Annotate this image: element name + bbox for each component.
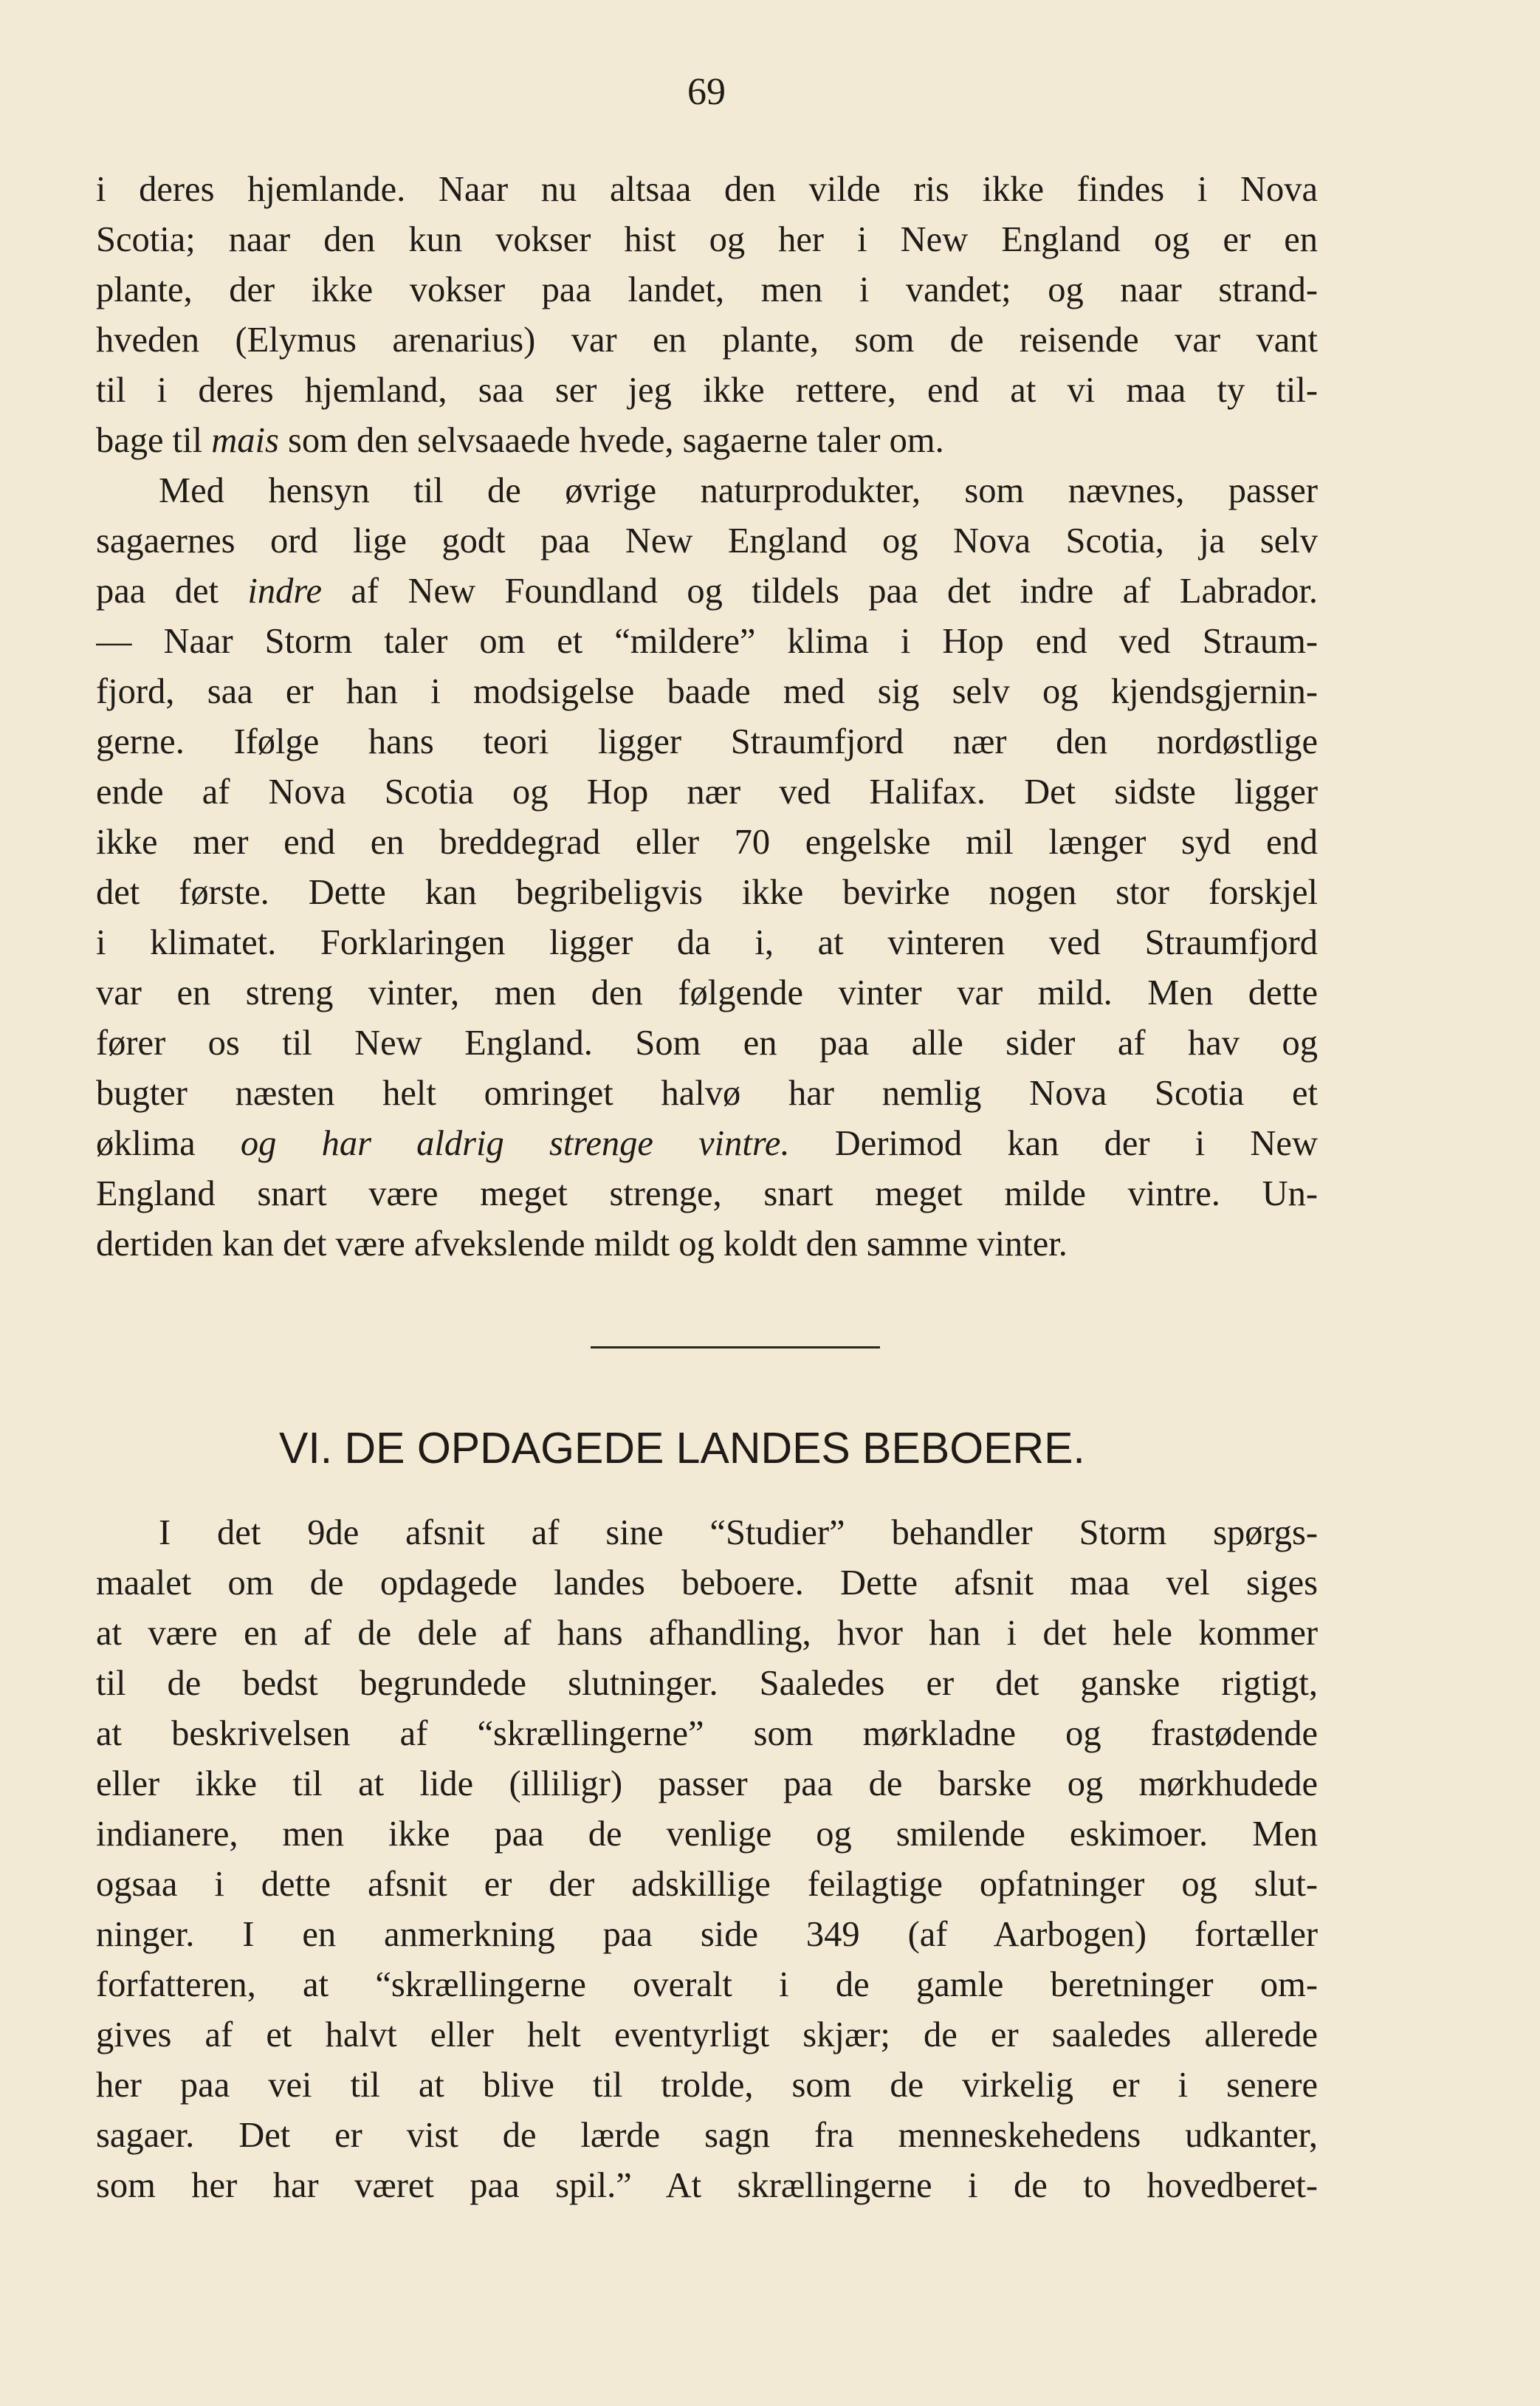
line-segment: af New Foundland og tildels paa det indre af Labrador.: [321, 572, 1318, 611]
text-line: i deres hjemlande. Naar nu altsaa den vilde ris ikke findes i Nova: [96, 170, 1318, 209]
text-line: til i deres hjemland, saa ser jeg ikke rettere, end at vi maa ty til-: [96, 371, 1318, 410]
text-line: eller ikke til at lide (illiligr) passer paa de barske og mørkhudede: [96, 1764, 1318, 1803]
paragraph-2: [96, 466, 1318, 1269]
text-line: ninger. I en anmerkning paa side 349 (af Aarbogen) fortæller: [96, 1915, 1318, 1954]
text-line: gerne. Ifølge hans teori ligger Straumfjord nær den nordøstlige: [96, 722, 1318, 761]
text-line: at beskrivelsen af “skrællingerne” som mørkladne og frastødende: [96, 1714, 1318, 1753]
line-segment: som den selvsaaede hvede, sagaerne taler om.: [278, 421, 944, 460]
text-line: — Naar Storm taler om et “mildere” klima i Hop end ved Straum-: [96, 622, 1318, 661]
italic-phrase: og har aldrig strenge vintre.: [240, 1124, 790, 1163]
text-line: til de bedst begrundede slutninger. Saaledes er det ganske rigtigt,: [96, 1664, 1318, 1703]
line-segment: paa det: [96, 572, 248, 611]
line-segment: Derimod kan der i New: [789, 1124, 1318, 1163]
paragraph-3: [96, 1508, 1318, 2211]
text-line: sagaernes ord lige godt paa New England og Nova Scotia, ja selv: [96, 521, 1318, 561]
text-line: var en streng vinter, men den følgende vinter var mild. Men dette: [96, 973, 1318, 1012]
text-line: gives af et halvt eller helt eventyrligt skjær; de er saaledes allerede: [96, 2015, 1318, 2054]
text-line: at være en af de dele af hans afhandling, hvor han i det hele kommer: [96, 1614, 1318, 1653]
text-line: England snart være meget strenge, snart meget milde vintre. Un-: [96, 1174, 1318, 1213]
text-line: indianere, men ikke paa de venlige og smilende eskimoer. Men: [96, 1814, 1318, 1854]
text-line: plante, der ikke vokser paa landet, men i vandet; og naar strand-: [96, 270, 1318, 309]
text-line: dertiden kan det være afvekslende mildt og koldt den samme vinter.: [96, 1224, 1068, 1264]
line-segment: bage til: [96, 421, 212, 460]
text-line: Scotia; naar den kun vokser hist og her i New England og er en: [96, 220, 1318, 259]
text-line: i klimatet. Forklaringen ligger da i, at vinteren ved Straumfjord: [96, 923, 1318, 962]
text-line: fører os til New England. Som en paa alle sider af hav og: [96, 1024, 1318, 1063]
text-line: forfatteren, at “skrællingerne overalt i de gamle beretninger om-: [96, 1965, 1318, 2004]
page-number: 69: [687, 71, 726, 113]
text-line: hveden (Elymus arenarius) var en plante, som de reisende var vant: [96, 321, 1318, 360]
text-line: [96, 416, 1318, 466]
text-line: fjord, saa er han i modsigelse baade med sig selv og kjendsgjernin-: [96, 672, 1318, 711]
italic-phrase: mais: [211, 421, 279, 460]
paragraph-1: [96, 165, 1318, 466]
text-line: ogsaa i dette afsnit er der adskillige feilagtige opfatninger og slut-: [96, 1865, 1318, 1904]
text-line: her paa vei til at blive til trolde, som de virkelig er i senere: [96, 2066, 1318, 2105]
text-line: det første. Dette kan begribeligvis ikke bevirke nogen stor forskjel: [96, 873, 1318, 912]
text-line: ende af Nova Scotia og Hop nær ved Halifax. Det sidste ligger: [96, 772, 1318, 812]
text-line: som her har været paa spil.” At skrællingerne i de to hovedberet-: [96, 2166, 1318, 2205]
text-line: maalet om de opdagede landes beboere. Dette afsnit maa vel siges: [96, 1563, 1318, 1603]
line-segment: øklima: [96, 1124, 241, 1163]
text-line: ikke mer end en breddegrad eller 70 engelske mil længer syd end: [96, 823, 1318, 862]
italic-phrase: indre: [247, 572, 322, 611]
text-line: [96, 566, 1318, 617]
text-line: I det 9de afsnit af sine “Studier” behandler Storm spørgs-: [159, 1513, 1318, 1552]
section-divider-rule: [591, 1346, 880, 1348]
text-line: [96, 1119, 1318, 1169]
text-line: bugter næsten helt omringet halvø har nemlig Nova Scotia et: [96, 1074, 1318, 1113]
section-heading: VI. DE OPDAGEDE LANDES BEBOERE.: [279, 1424, 1085, 1473]
text-line: sagaer. Det er vist de lærde sagn fra menneskehedens udkanter,: [96, 2116, 1318, 2155]
text-line: Med hensyn til de øvrige naturprodukter, som nævnes, passer: [159, 471, 1318, 510]
